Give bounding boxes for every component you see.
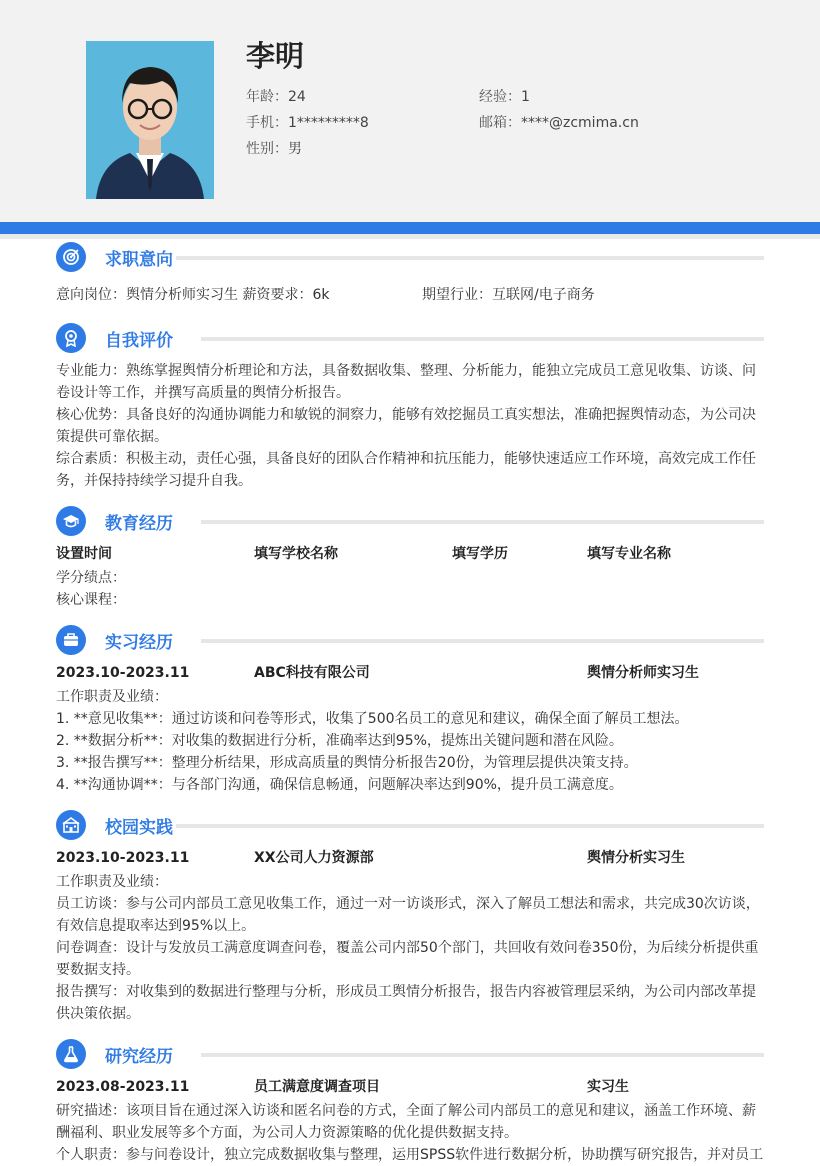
education-courses: 核心课程： <box>56 592 126 608</box>
section-header-campus <box>56 810 764 840</box>
email-label: 邮箱： <box>479 115 521 131</box>
section-header-internship <box>56 625 764 655</box>
phone-value: 1*********8 <box>288 115 369 131</box>
research-role: 实习生 <box>587 1079 629 1095</box>
target-icon <box>56 242 86 272</box>
research-time: 2023.08-2023.11 <box>56 1079 190 1095</box>
resume-header <box>0 0 820 222</box>
education-school: 填写学校名称 <box>254 546 338 562</box>
section-title: 自我评价 <box>105 331 173 351</box>
email-value: ****@zcmima.cn <box>521 115 639 131</box>
header-divider <box>0 234 820 239</box>
briefcase-icon <box>56 625 86 655</box>
section-divider <box>201 1053 764 1057</box>
phone-field <box>246 112 369 132</box>
section-title: 研究经历 <box>105 1047 173 1067</box>
internship-item: 3. **报告撰写**：整理分析结果，形成高质量的舆情分析报告20份，为管理层提供决策支持。 <box>56 755 638 771</box>
campus-role: 舆情分析实习生 <box>587 850 685 866</box>
campus-time: 2023.10-2023.11 <box>56 850 190 866</box>
profile-photo <box>86 41 214 199</box>
internship-item: 4. **沟通协调**：与各部门沟通，确保信息畅通，问题解决率达到90%，提升员工满意度。 <box>56 777 623 793</box>
header-accent-bar <box>0 222 820 234</box>
section-divider <box>201 639 764 643</box>
gender-label: 性别： <box>246 141 288 157</box>
education-gpa: 学分绩点： <box>56 570 126 586</box>
section-divider <box>176 256 764 260</box>
internship-duty-label: 工作职责及业绩： <box>56 689 168 705</box>
campus-org: XX公司人力资源部 <box>254 850 374 866</box>
phone-label: 手机： <box>246 115 288 131</box>
campus-row <box>56 847 764 869</box>
section-title: 校园实践 <box>105 818 173 838</box>
internship-row <box>56 662 764 684</box>
campus-icon <box>56 810 86 840</box>
intent-industry: 期望行业：互联网/电子商务 <box>422 287 595 303</box>
internship-role: 舆情分析师实习生 <box>587 665 699 681</box>
section-header-research <box>56 1039 764 1069</box>
candidate-name: 李明 <box>246 39 305 73</box>
self-eval-quality: 综合素质：积极主动，责任心强，具备良好的团队合作精神和抗压能力，能够快速适应工作环境，高效完成工作任务，并保持持续学习提升自我。 <box>56 451 756 489</box>
intent-position: 意向岗位：舆情分析师实习生 薪资要求：6k <box>56 287 330 303</box>
experience-value: 1 <box>521 89 530 105</box>
research-project: 员工满意度调查项目 <box>254 1079 380 1095</box>
section-title: 教育经历 <box>105 514 173 534</box>
campus-duty-label: 工作职责及业绩： <box>56 874 168 890</box>
gender-field <box>246 138 302 158</box>
campus-interview: 员工访谈：参与公司内部员工意见收集工作，通过一对一访谈形式，深入了解员工想法和需求，共完成30次访谈，有效信息提取率达到95%以上。 <box>56 896 760 934</box>
graduation-cap-icon <box>56 506 86 536</box>
internship-item: 1. **意见收集**：通过访谈和问卷等形式，收集了500名员工的意见和建议，确保全面了解员工想法。 <box>56 711 689 727</box>
section-header-intent <box>56 242 764 272</box>
section-header-self-eval <box>56 323 764 353</box>
education-row <box>56 543 764 565</box>
research-row <box>56 1076 764 1098</box>
section-title: 实习经历 <box>105 633 173 653</box>
internship-time: 2023.10-2023.11 <box>56 665 190 681</box>
research-responsibility: 个人职责：参与问卷设计，独立完成数据收集与整理，运用SPSS软件进行数据分析，协助撰写研究报告，并对员工 <box>56 1147 764 1163</box>
education-degree: 填写学历 <box>452 546 508 562</box>
campus-survey: 问卷调查：设计与发放员工满意度调查问卷，覆盖公司内部50个部门，共回收有效问卷350份，为后续分析提供重要数据支持。 <box>56 940 759 978</box>
internship-item: 2. **数据分析**：对收集的数据进行分析，准确率达到95%，提炼出关键问题和潜在风险。 <box>56 733 623 749</box>
research-description: 研究描述：该项目旨在通过深入访谈和匿名问卷的方式，全面了解公司内部员工的意见和建议，涵盖工作环境、薪酬福利、职业发展等多个方面，为公司人力资源策略的优化提供数据支持。 <box>56 1103 756 1141</box>
campus-report: 报告撰写：对收集到的数据进行整理与分析，形成员工舆情分析报告，报告内容被管理层采纳，为公司内部改革提供决策依据。 <box>56 984 756 1022</box>
self-eval-strength: 核心优势：具备良好的沟通协调能力和敏锐的洞察力，能够有效挖掘员工真实想法，准确把握舆情动态，为公司决策提供可靠依据。 <box>56 407 756 445</box>
gender-value: 男 <box>288 141 302 157</box>
age-label: 年龄： <box>246 89 288 105</box>
section-header-education <box>56 506 764 536</box>
self-eval-ability: 专业能力：熟练掌握舆情分析理论和方法，具备数据收集、整理、分析能力，能独立完成员工意见收集、访谈、问卷设计等工作，并撰写高质量的舆情分析报告。 <box>56 363 756 401</box>
internship-company: ABC科技有限公司 <box>254 665 370 681</box>
section-divider <box>201 520 764 524</box>
email-field <box>479 112 639 132</box>
age-value: 24 <box>288 89 306 105</box>
section-divider <box>176 824 764 828</box>
section-title: 求职意向 <box>105 250 173 270</box>
experience-label: 经验： <box>479 89 521 105</box>
section-divider <box>201 337 764 341</box>
education-time: 设置时间 <box>56 546 112 562</box>
experience-field <box>479 86 530 106</box>
intent-row <box>56 284 764 306</box>
flask-icon <box>56 1039 86 1069</box>
age-field <box>246 86 306 106</box>
badge-icon <box>56 323 86 353</box>
education-major: 填写专业名称 <box>587 546 671 562</box>
